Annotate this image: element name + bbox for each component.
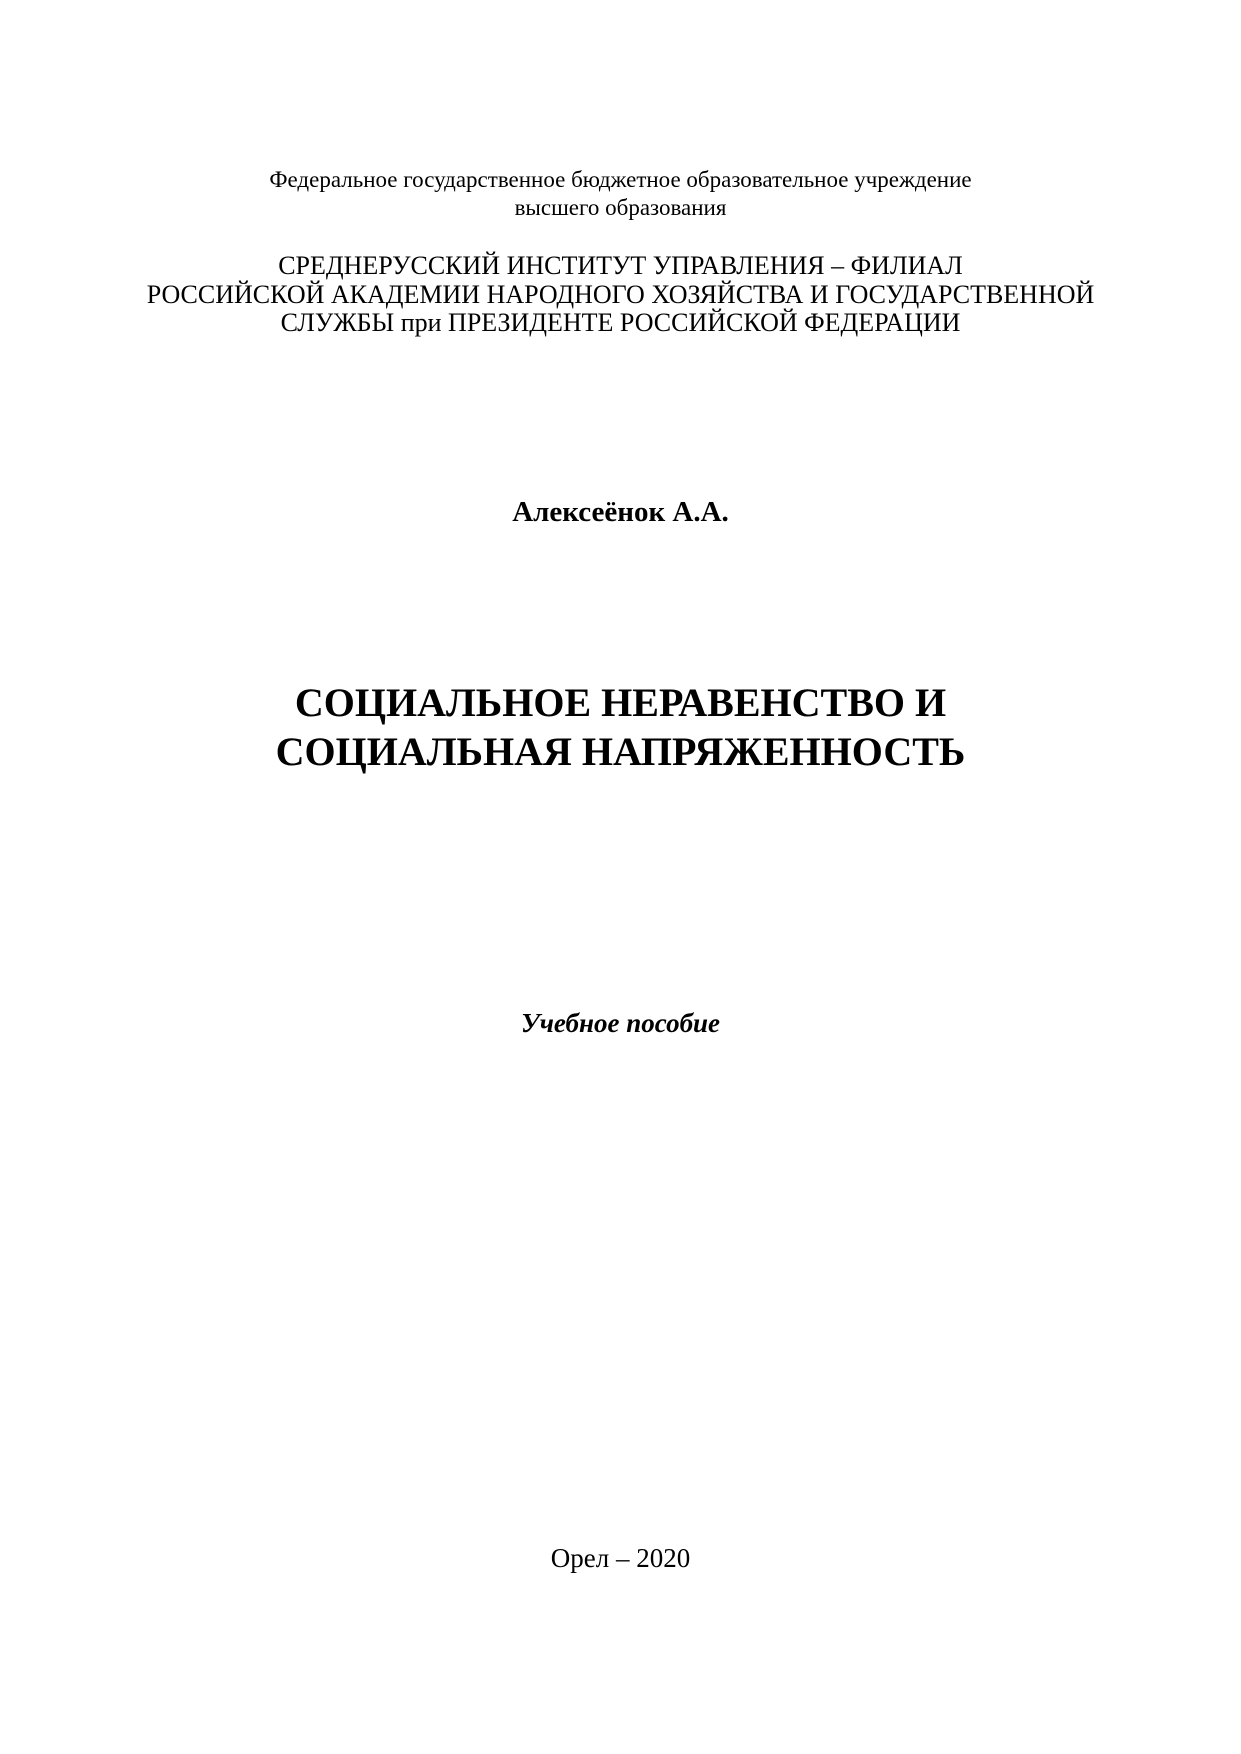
document-type: Учебное пособие (520, 1008, 721, 1038)
author-name: Алексеёнок А.А. (512, 496, 729, 528)
book-title-line-2: СОЦИАЛЬНАЯ НАПРЯЖЕННОСТЬ (275, 729, 966, 774)
institution-line-1: СРЕДНЕРУССКИЙ ИНСТИТУТ УПРАВЛЕНИЯ – ФИЛИАЛ (278, 251, 963, 280)
institution-line-3: СЛУЖБЫ при ПРЕЗИДЕНТЕ РОССИЙСКОЙ ФЕДЕРАЦИИ (280, 308, 961, 337)
book-title-line-1: СОЦИАЛЬНОЕ НЕРАВЕНСТВО И (294, 680, 947, 725)
city-year: Орел – 2020 (550, 1543, 691, 1573)
header-line-1: Федеральное государственное бюджетное образовательное учреждение (269, 167, 972, 192)
institution-line-2: РОССИЙСКОЙ АКАДЕМИИ НАРОДНОГО ХОЗЯЙСТВА И ГОСУДАРСТВЕННОЙ (146, 280, 1095, 309)
header-line-2: высшего образования (514, 195, 727, 220)
